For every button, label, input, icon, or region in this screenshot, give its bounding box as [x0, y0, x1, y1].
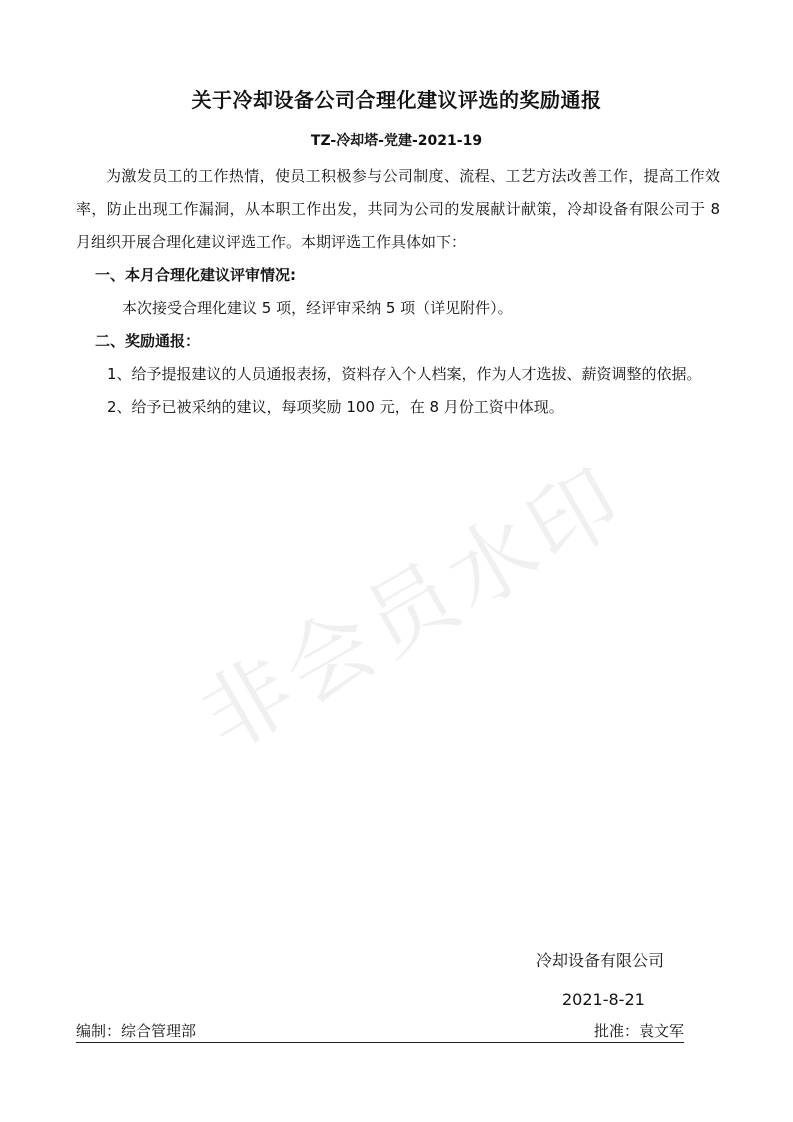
section2-heading: 二、奖励通报：: [95, 332, 201, 350]
document-number: TZ-冷却塔-党建-2021-19: [310, 133, 483, 149]
section2-item-1: 1、给予提报建议的人员通报表扬，资料存入个人档案，作为人才选拔、薪资调整的依据。: [107, 365, 702, 383]
footer-approver: 批准：袁文军: [593, 1022, 684, 1040]
footer-editor: 编制：综合管理部: [76, 1022, 197, 1040]
watermark: 非会员水印: [183, 446, 643, 771]
section1-heading: 一、本月合理化建议评审情况:: [95, 266, 296, 284]
signature-company: 冷却设备有限公司: [536, 951, 665, 970]
intro-paragraph: 为激发员工的工作热情，使员工积极参与公司制度、流程、工艺方法改善工作，提高工作效率，防止出现工作漏洞，从本职工作出发，共同为公司的发展献计献策，冷却设备有限公司于 8 月组织开展合理化建议评选工作。本期评选工作具体如下：: [76, 167, 720, 251]
section2-item-2: 2、给予已被采纳的建议，每项奖励 100 元，在 8 月份工资中体现。: [107, 398, 564, 416]
document-title: 关于冷却设备公司合理化建议评选的奖励通报: [191, 88, 602, 112]
section1-text: 本次接受合理化建议 5 项，经评审采纳 5 项（详见附件）。: [122, 299, 513, 317]
footer-bar: [76, 1020, 684, 1043]
signature-date: 2021-8-21: [562, 990, 645, 1009]
